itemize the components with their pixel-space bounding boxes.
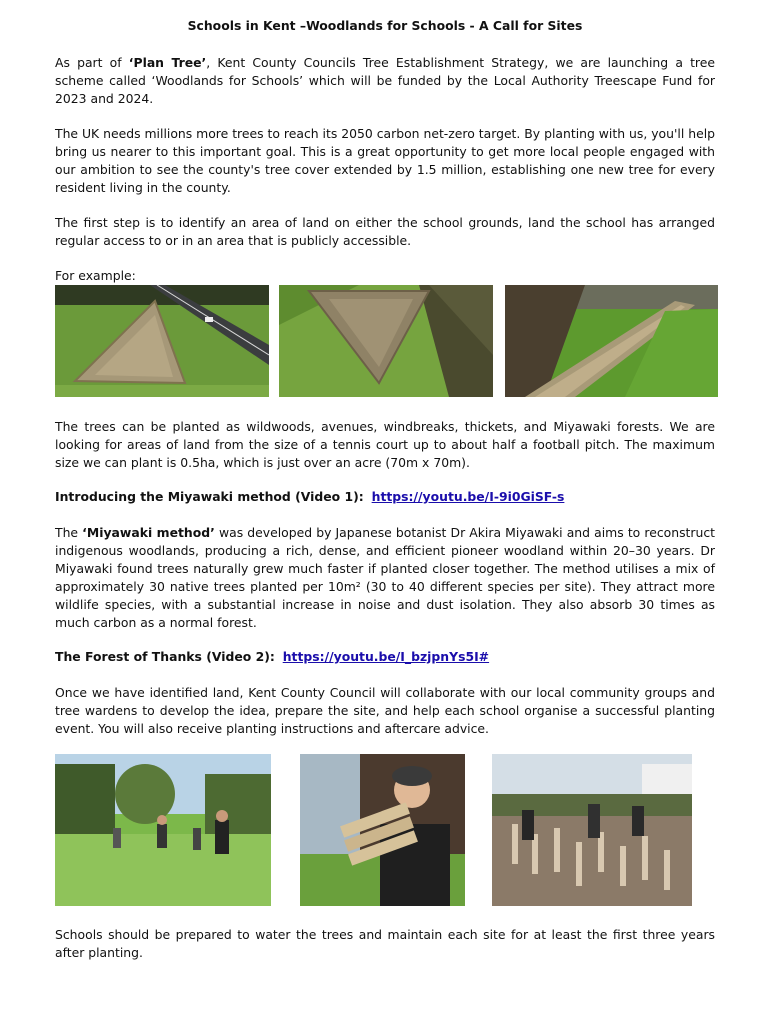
intro-text-end: , Kent County Councils Tree Establishment Strategy, we are launching a tree scheme called ‘Woodlands for Schools’ which will be funded by the Local Authority Treescape Fund for 2023 and 2024. bbox=[55, 55, 716, 106]
video1-heading: Introducing the Miyawaki method (Video 1): bbox=[55, 489, 364, 504]
document-title: Schools in Kent –Woodlands for Schools - A Call for Sites bbox=[187, 18, 583, 33]
video2-heading: The Forest of Thanks (Video 2): bbox=[55, 649, 275, 664]
intro-text-start: As part of bbox=[55, 55, 129, 70]
video1-line bbox=[55, 488, 715, 506]
example-photo-strip-planting bbox=[505, 285, 718, 397]
net-zero-paragraph: The UK needs millions more trees to reach its 2050 carbon net-zero target. By planting with us, you'll help bring us nearer to this important goal. This is a great opportunity to get more local people engaged with our ambition to see the county's tree cover extended by 1.5 million, establishing one new tree for every resident living in the county. bbox=[55, 126, 715, 195]
event-photo-volunteers-field bbox=[55, 754, 271, 906]
planting-types-paragraph: The trees can be planted as wildwoods, avenues, windbreaks, thickets, and Miyawaki forests. We are looking for areas of land from the size of a tennis court up to about half a football pitch. The maximum size we can plant is 0.5ha, which is just over an acre (70m x 70m). bbox=[55, 419, 715, 470]
example-label: For example: bbox=[55, 268, 136, 283]
example-photo-field-triangle bbox=[279, 285, 493, 397]
intro-paragraph bbox=[55, 54, 715, 108]
plan-tree-bold: ‘Plan Tree’ bbox=[128, 55, 207, 70]
miyawaki-paragraph bbox=[55, 524, 715, 632]
video2-line bbox=[55, 648, 715, 666]
video2-link[interactable]: https://youtu.be/I_bzjpnYs5I# bbox=[282, 649, 490, 664]
miyawaki-text-end: was developed by Japanese botanist Dr Akira Miyawaki and aims to reconstruct indigenous woodlands, producing a rich, dense, and efficient pioneer woodland within 20–30 years. Dr Miyawaki found trees naturally grew much faster if planted closer together. The method utilises a mix of approximately 30 native trees planted per 10m² (30 to 40 different species per site). They attract more wildlife species, with a substantial increase in noise and dust isolation. They also absorb 30 times as much carbon as a normal forest. bbox=[55, 525, 715, 630]
collaboration-paragraph: Once we have identified land, Kent County Council will collaborate with our local community groups and tree wardens to develop the idea, prepare the site, and help each school organise a successful planting event. You will also receive planting instructions and aftercare advice. bbox=[55, 685, 715, 736]
example-photo-roadside-triangle bbox=[55, 285, 269, 397]
event-photo-woman-holding-stakes bbox=[300, 754, 465, 906]
event-photo-tree-guards bbox=[492, 754, 692, 906]
identify-land-paragraph: The first step is to identify an area of land on either the school grounds, land the school has arranged regular access to or in an area that is publicly accessible. bbox=[55, 215, 715, 248]
miyawaki-bold: ‘Miyawaki method’ bbox=[82, 525, 215, 540]
miyawaki-text-start: The bbox=[55, 525, 83, 540]
maintenance-paragraph: Schools should be prepared to water the trees and maintain each site for at least the first three years after planting. bbox=[55, 927, 715, 960]
video1-link[interactable]: https://youtu.be/I-9i0GiSF-s bbox=[371, 489, 565, 504]
